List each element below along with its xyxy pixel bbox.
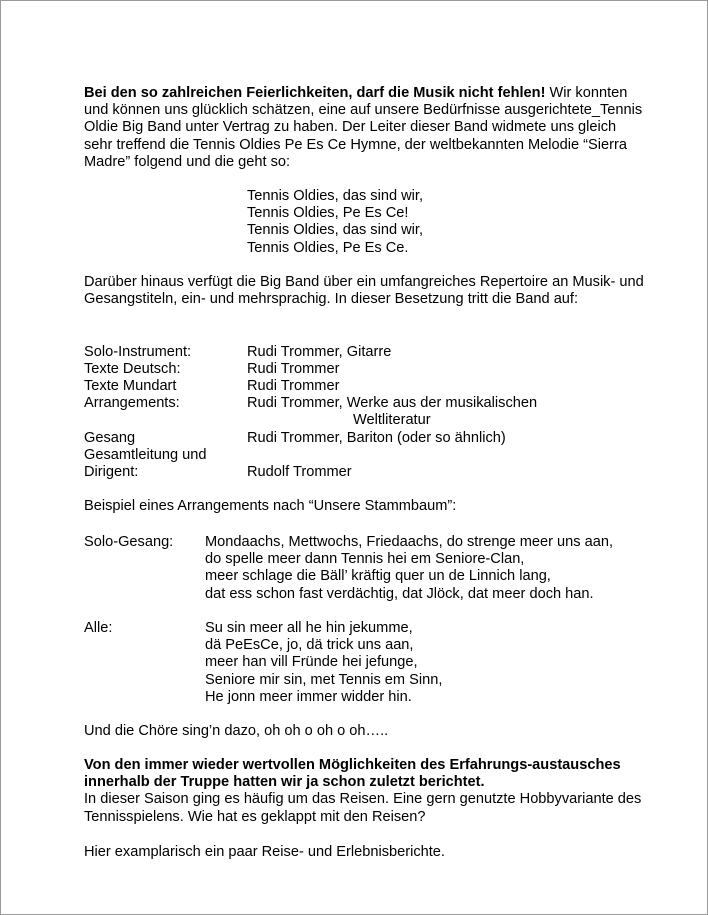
closing-line: [84, 844, 644, 861]
lineup-value: Rudi Trommer, Werke aus der musikalischen: [247, 395, 538, 411]
lineup-label: Texte Deutsch:: [84, 361, 181, 377]
lineup-value: Rudi Trommer: [247, 378, 340, 394]
exchange-body: In dieser Saison ging es häufig um das Reisen. Eine gern genutzte Hobbyvariante des Tennisspielens. Wie hat es geklappt mit den Reisen?: [84, 791, 642, 825]
lyric-line: dä PeEsCe, jo, dä trick uns aan,: [205, 637, 414, 654]
lineup-label: Arrangements:: [84, 395, 180, 411]
example-intro-text: Beispiel eines Arrangements nach “Unsere Stammbaum”:: [84, 498, 457, 514]
lineup-label: Texte Mundart: [84, 378, 177, 394]
hymn-line: Tennis Oldies, Pe Es Ce.: [247, 239, 409, 256]
lineup-value: Rudolf Trommer: [247, 464, 352, 480]
lineup-label: Dirigent:: [84, 464, 139, 480]
lyric-line: Mondaachs, Mettwochs, Friedaachs, do strenge meer uns aan,: [205, 534, 614, 550]
lyric-line: meer schlage die Bäll’ kräftig quer un de Linnich lang,: [205, 568, 551, 585]
example-intro: [84, 498, 644, 515]
closing-text: Hier examplarisch ein paar Reise- und Erlebnisberichte.: [84, 844, 445, 860]
intro-body: Wir konnten und können uns glücklich schätzen, eine auf unsere Bedürfnisse ausgerichtete_Tennis Oldie Big Band unter Vertrag zu haben. Der Leiter dieser Band widmete uns gleich sehr treffend die Tennis Oldies Pe Es Ce Hymne, der weltbekannten Melodie “Sierra Madre” folgend und die geht so:: [84, 85, 643, 170]
repertoire-paragraph: [84, 274, 644, 308]
lyric-line: Seniore mir sin, met Tennis em Sinn,: [205, 671, 443, 688]
lyric-line: Su sin meer all he hin jekumme,: [205, 620, 413, 636]
hymn-line: Tennis Oldies, das sind wir,: [247, 222, 424, 239]
lineup-label: Gesamtleitung und: [84, 447, 207, 463]
hymn-line: Tennis Oldies, das sind wir,: [247, 188, 424, 204]
alle-label: Alle:: [84, 620, 113, 636]
lineup-label: Gesang: [84, 430, 136, 446]
hymn-verse: [247, 188, 423, 257]
lyric-line: dat ess schon fast verdächtig, dat Jlöck, dat meer doch han.: [205, 585, 594, 602]
hymn-line: Tennis Oldies, Pe Es Ce!: [247, 205, 409, 222]
exchange-heading: Von den immer wieder wertvollen Möglichkeiten des Erfahrungs-austausches innerhalb der Truppe hatten wir ja schon zuletzt berichtet.: [84, 757, 621, 791]
lineup-value-continued: Weltliteratur: [353, 412, 431, 428]
lineup-value: Rudi Trommer: [247, 361, 340, 377]
lyric-line: He jonn meer immer widder hin.: [205, 688, 412, 705]
repertoire-text: Darüber hinaus verfügt die Big Band über ein umfangreiches Repertoire an Musik- und Gesangstiteln, ein- und mehrsprachig. In dieser Besetzung tritt die Band auf:: [84, 274, 644, 308]
solo-label: Solo-Gesang:: [84, 534, 174, 550]
intro-heading: Bei den so zahlreichen Feierlichkeiten, darf die Musik nicht fehlen!: [84, 85, 546, 101]
alle-lyrics: [205, 620, 442, 706]
lyric-line: do spelle meer dann Tennis hei em Seniore-Clan,: [205, 551, 525, 568]
exchange-paragraph: [84, 757, 644, 826]
lineup-label: Solo-Instrument:: [84, 344, 192, 360]
choir-text: Und die Chöre sing’n dazo, oh oh o oh o oh…..: [84, 723, 389, 739]
lyric-line: meer han vill Fründe hei jefunge,: [205, 654, 418, 671]
lineup-value: Rudi Trommer, Gitarre: [247, 344, 392, 360]
intro-paragraph: [84, 85, 644, 171]
choir-line: [84, 723, 644, 740]
lineup-value: Rudi Trommer, Bariton (oder so ähnlich): [247, 430, 506, 446]
solo-lyrics: [205, 534, 613, 603]
